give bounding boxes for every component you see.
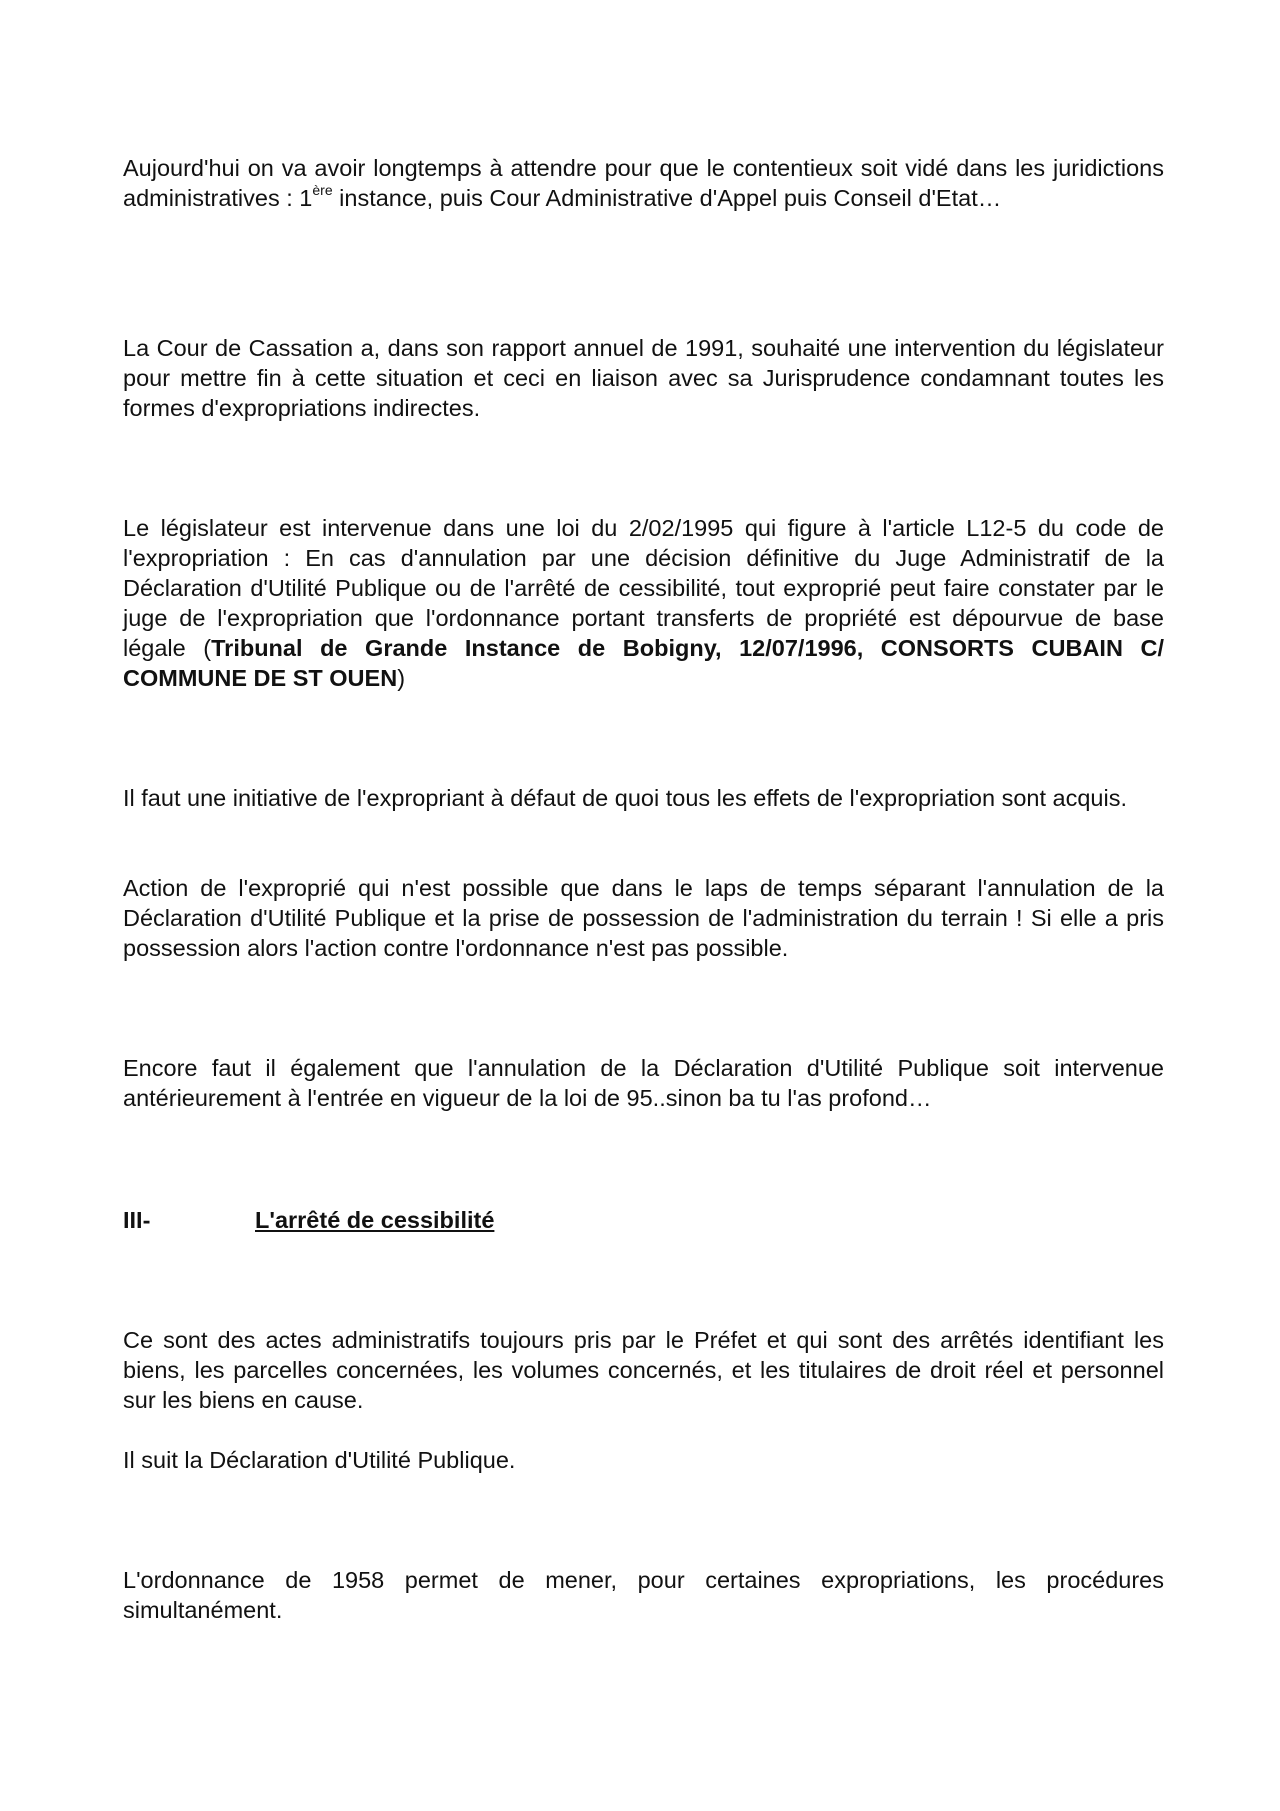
paragraph-contentieux (123, 153, 1164, 213)
paragraph-initiative: Il faut une initiative de l'expropriant à défaut de quoi tous les effets de l'expropriation sont acquis. (123, 785, 1128, 811)
case-citation: Tribunal de Grande Instance de Bobigny, 12/07/1996, CONSORTS CUBAIN C/ COMMUNE DE ST OUEN (123, 635, 1164, 691)
paragraph-legislateur (123, 513, 1164, 693)
section-title: L'arrêté de cessibilité (255, 1207, 495, 1233)
section-heading (123, 1205, 494, 1235)
paragraph-ordonnance-1958: L'ordonnance de 1958 permet de mener, pour certaines expropriations, les procédures simultanément. (123, 1567, 1164, 1623)
superscript-ere: ère (312, 182, 333, 199)
paragraph-actes-administratifs: Ce sont des actes administratifs toujours pris par le Préfet et qui sont des arrêtés identifiant les biens, les parcelles concernées, les volumes concernés, et les titulaires de droit réel et personnel sur les biens en cause. (123, 1327, 1164, 1413)
paragraph-text: Aujourd'hui on va avoir longtemps à attendre pour que le contentieux soit vidé dans les juridictions administratives : 1 (123, 155, 1164, 211)
paragraph-action-exproprie: Action de l'exproprié qui n'est possible que dans le laps de temps séparant l'annulation de la Déclaration d'Utilité Publique et la prise de possession de l'administration du terrain ! Si elle a pris possession alors l'action contre l'ordonnance n'est pas possible. (123, 875, 1164, 961)
paragraph-text-continued: instance, puis Cour Administrative d'Appel puis Conseil d'Etat… (332, 185, 1002, 211)
paragraph-annulation: Encore faut il également que l'annulation de la Déclaration d'Utilité Publique soit intervenue antérieurement à l'entrée en vigueur de la loi de 95..sinon ba tu l'as profond… (123, 1055, 1164, 1111)
paragraph-text: Le législateur est intervenue dans une loi du 2/02/1995 qui figure à l'article L12-5 du code de l'expropriation : En cas d'annulation par une décision définitive du Juge Administratif de la Déclaration d'Utilité Publique ou de l'arrêté de cessibilité, tout exproprié peut faire constater par le juge de l'expropriation que l'ordonnance portant transferts de propriété est dépourvue de base légale ( (123, 515, 1164, 661)
paragraph-cour-de-cassation: La Cour de Cassation a, dans son rapport annuel de 1991, souhaité une intervention du législateur pour mettre fin à cette situation et ceci en liaison avec sa Jurisprudence condamnant toutes les formes d'expropriations indirectes. (123, 335, 1164, 421)
section-number: III- (123, 1207, 151, 1233)
closing-parenthesis: ) (397, 665, 406, 691)
paragraph-suit-dup: Il suit la Déclaration d'Utilité Publique. (123, 1447, 516, 1473)
